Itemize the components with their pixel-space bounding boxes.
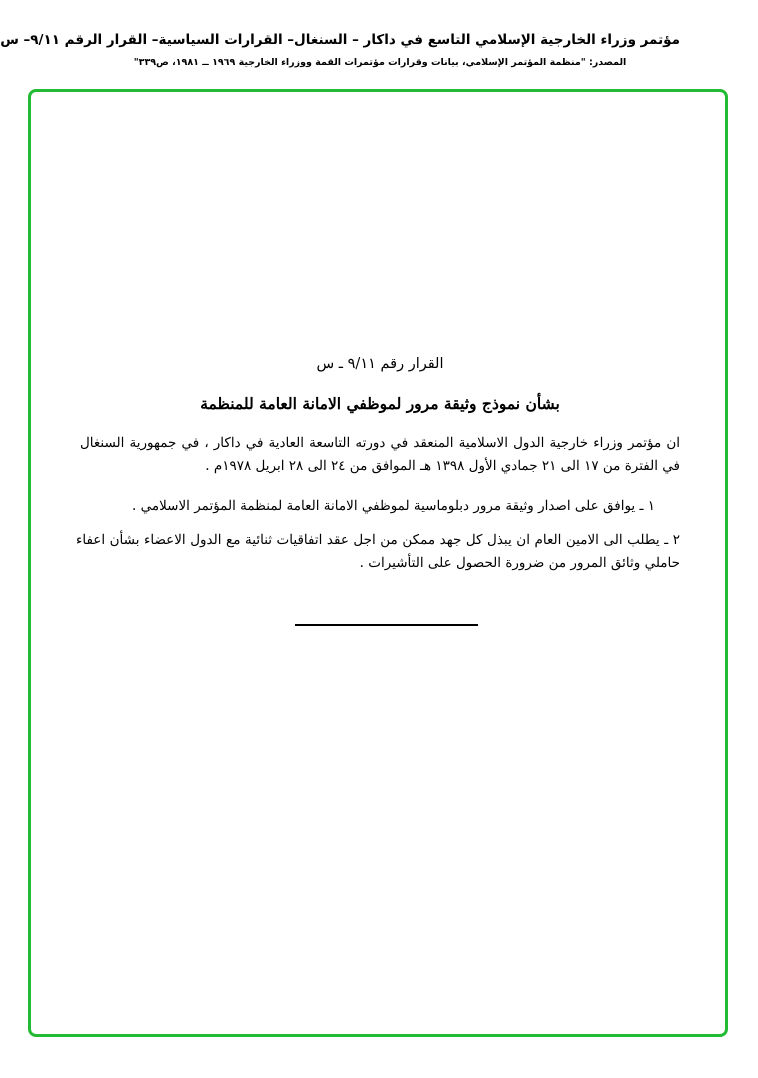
resolution-subject: بشأن نموذج وثيقة مرور لموظفي الامانة العامة للمنظمة	[200, 394, 560, 413]
resolution-number: القرار رقم ٩/١١ ـ س	[316, 356, 444, 372]
resolution-clause-1: ١ ـ يوافق على اصدار وثيقة مرور دبلوماسية لموظفي الامانة العامة لمنظمة المؤتمر الاسلامي .	[132, 498, 655, 514]
page-header-title: مؤتمر وزراء الخارجية الإسلامي التاسع في داكار – السنغال– القرارات السياسية– القرار الرقم ٩/١١– س	[0, 32, 680, 48]
end-divider-line	[295, 624, 478, 626]
page-header-source: المصدر: "منظمة المؤتمر الإسلامي، بيانات وقرارات مؤتمرات القمة ووزراء الخارجية ١٩٦٩ ــ ١٩٨١، ص٣٣٩"	[133, 57, 627, 68]
resolution-intro-paragraph: ان مؤتمر وزراء خارجية الدول الاسلامية المنعقد في دورته التاسعة العادية في داكار ، في جمهورية السنغال في الفترة من ١٧ الى ٢١ جمادي الأول ١٣٩٨ هـ الموافق من ٢٤ الى ٢٨ ابريل ١٩٧٨م .	[80, 435, 680, 474]
resolution-clause-2: ٢ ـ يطلب الى الامين العام ان يبذل كل جهد ممكن من اجل عقد اتفاقيات ثنائية مع الدول الاعضاء بشأن اعفاء حاملي وثائق المرور من ضرورة الحصول على التأشيرات .	[76, 532, 680, 571]
